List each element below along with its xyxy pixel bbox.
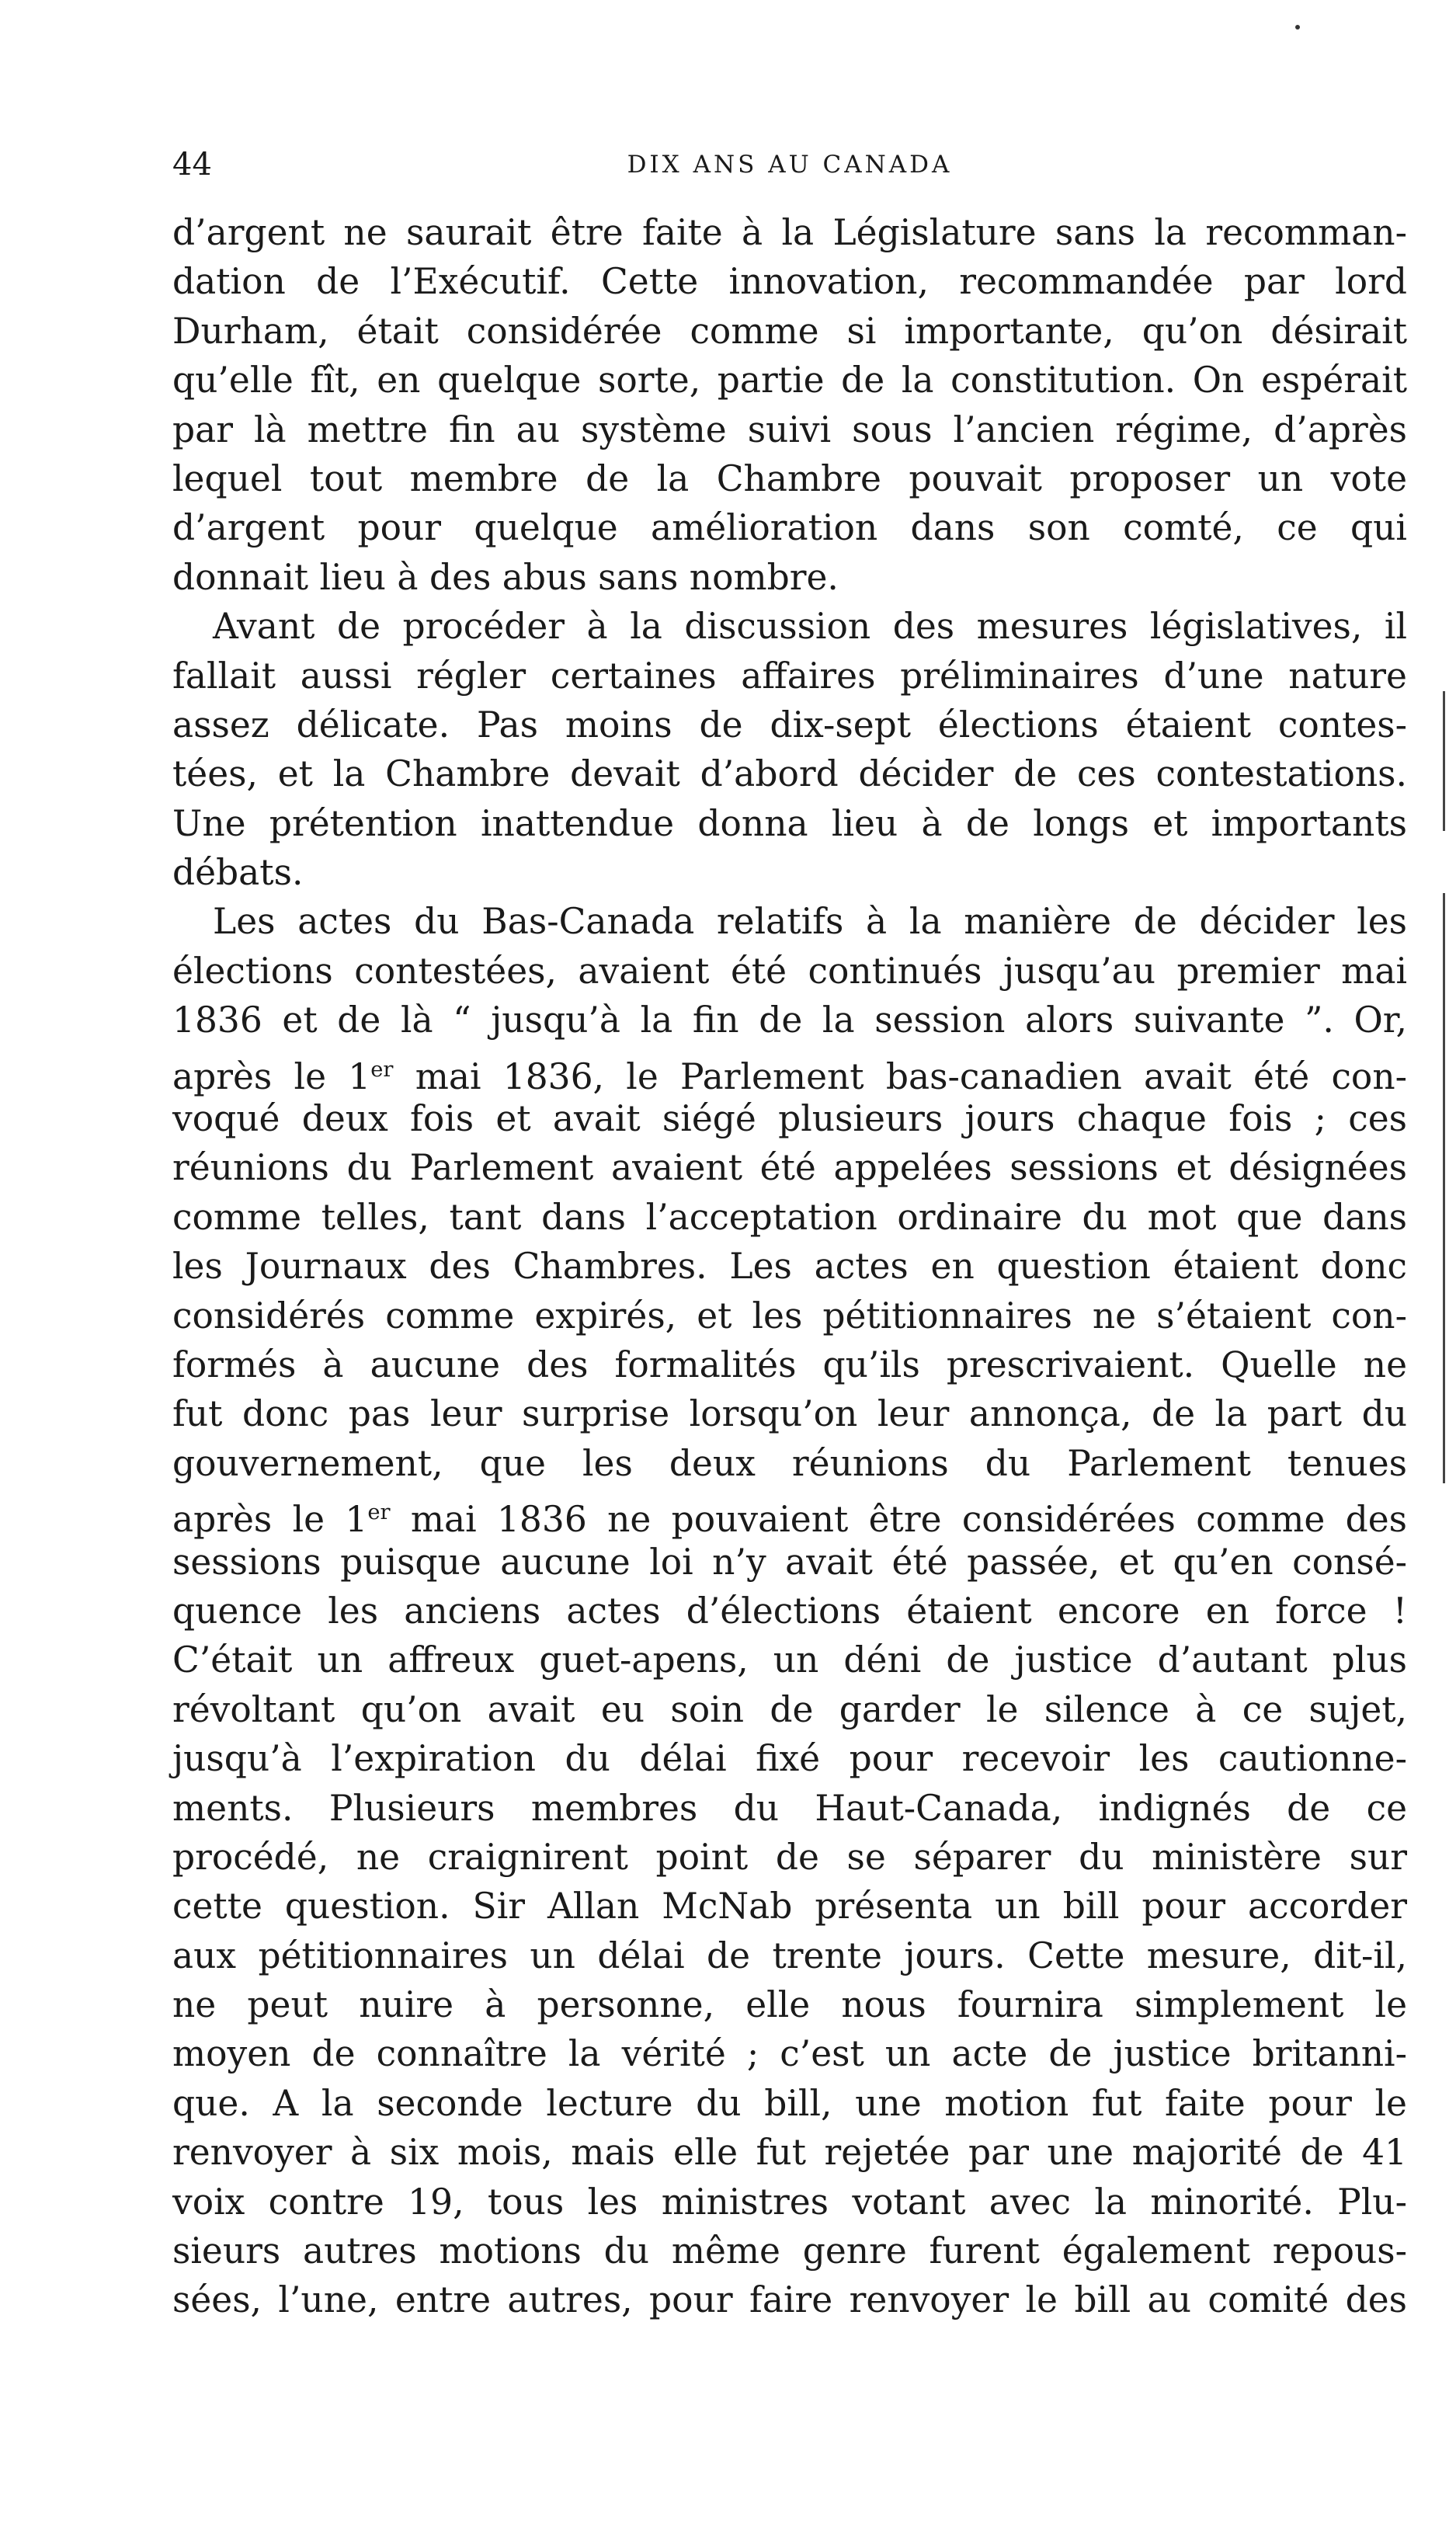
- page-header: [172, 141, 1407, 188]
- text-line: les Journaux des Chambres. Les actes en question étaient donc: [172, 1246, 1407, 1288]
- text-line: formés à aucune des formalités qu’ils prescrivaient. Quelle ne: [172, 1344, 1407, 1385]
- text-line: débats.: [172, 852, 304, 894]
- text-line: sieurs autres motions du même genre furent également repous-: [172, 2230, 1407, 2272]
- text-line: moyen de connaître la vérité ; c’est un acte de justice britanni-: [172, 2033, 1407, 2075]
- text-line: élections contestées, avaient été continués jusqu’au premier mai: [172, 950, 1407, 992]
- text-line: C’était un affreux guet-apens, un déni de justice d’autant plus: [172, 1639, 1407, 1681]
- paragraph-2: [172, 602, 1407, 897]
- text-line: sées, l’une, entre autres, pour faire renvoyer le bill au comité des: [172, 2279, 1407, 2321]
- text-line: sessions puisque aucune loi n’y avait été passée, et qu’en consé-: [172, 1541, 1407, 1583]
- text-line: quence les anciens actes d’élections étaient encore en force !: [172, 1590, 1407, 1632]
- text-line: voix contre 19, tous les ministres votant avec la minorité. Plu-: [172, 2181, 1407, 2223]
- text-line: Une prétention inattendue donna lieu à de longs et importants: [172, 802, 1407, 844]
- text-line: que. A la seconde lecture du bill, une motion fut faite pour le: [172, 2082, 1407, 2124]
- text-line: renvoyer à six mois, mais elle fut rejetée par une majorité de 41: [172, 2132, 1407, 2174]
- margin-speck: [1295, 25, 1300, 30]
- text-line: cette question. Sir Allan McNab présenta un bill pour accorder: [172, 1886, 1407, 1928]
- text-line: Durham, était considérée comme si importante, qu’on désirait: [172, 310, 1407, 352]
- ordinal-superscript: er: [367, 1500, 391, 1525]
- text-line: d’argent ne saurait être faite à la Législature sans la recomman-: [172, 212, 1407, 253]
- text-line: après le 1er mai 1836 ne pouvaient être considérées comme des: [172, 1499, 1408, 1541]
- text-line: procédé, ne craignirent point de se séparer du ministère sur: [172, 1836, 1407, 1878]
- text-line: révoltant qu’on avait eu soin de garder le silence à ce sujet,: [172, 1688, 1407, 1730]
- scan-edge-mark-lower: [1443, 893, 1445, 1483]
- text-line: par là mettre fin au système suivi sous l’ancien régime, d’après: [172, 408, 1407, 450]
- text-line: d’argent pour quelque amélioration dans son comté, ce qui: [172, 507, 1407, 549]
- text-line: Avant de procéder à la discussion des mesures législatives, il: [213, 606, 1407, 648]
- page-number: 44: [172, 147, 212, 182]
- text-line: lequel tout membre de la Chambre pouvait proposer un vote: [172, 457, 1407, 499]
- text-line: réunions du Parlement avaient été appelées sessions et désignées: [172, 1147, 1407, 1189]
- body-text: [172, 208, 1407, 2325]
- text-line: fut donc pas leur surprise lorsqu’on leur annonça, de la part du: [172, 1393, 1407, 1435]
- text-line: ne peut nuire à personne, elle nous fournira simplement le: [172, 1984, 1407, 2026]
- text-line: dation de l’Exécutif. Cette innovation, recommandée par lord: [172, 261, 1407, 303]
- text-line: Les actes du Bas-Canada relatifs à la manière de décider les: [213, 901, 1407, 943]
- paragraph-3: [172, 897, 1407, 2324]
- text-line: 1836 et de là “ jusqu’à la fin de la session alors suivante ”. Or,: [172, 999, 1407, 1041]
- text-line: donnait lieu à des abus sans nombre.: [172, 556, 839, 598]
- text-line: après le 1er mai 1836, le Parlement bas-canadien avait été con-: [172, 1055, 1408, 1097]
- text-line: qu’elle fît, en quelque sorte, partie de la constitution. On espérait: [172, 360, 1407, 401]
- text-line: aux pétitionnaires un délai de trente jours. Cette mesure, dit-il,: [172, 1934, 1407, 1976]
- text-line: jusqu’à l’expiration du délai fixé pour recevoir les cautionne-: [172, 1738, 1407, 1780]
- ordinal-superscript: er: [370, 1057, 394, 1082]
- text-line: considérés comme expirés, et les pétitionnaires ne s’étaient con-: [172, 1295, 1407, 1337]
- text-line: tées, et la Chambre devait d’abord décider de ces contestations.: [172, 753, 1407, 795]
- text-line: fallait aussi régler certaines affaires préliminaires d’une nature: [172, 655, 1407, 697]
- running-title: DIX ANS AU CANADA: [627, 151, 953, 179]
- text-line: assez délicate. Pas moins de dix-sept élections étaient contes-: [172, 704, 1407, 746]
- text-line: voqué deux fois et avait siégé plusieurs jours chaque fois ; ces: [172, 1098, 1407, 1140]
- paragraph-1: [172, 208, 1407, 602]
- scan-edge-mark-upper: [1443, 691, 1445, 831]
- text-line: comme telles, tant dans l’acceptation ordinaire du mot que dans: [172, 1196, 1407, 1238]
- text-line: gouvernement, que les deux réunions du Parlement tenues: [172, 1442, 1407, 1484]
- text-line: ments. Plusieurs membres du Haut-Canada, indignés de ce: [172, 1787, 1407, 1829]
